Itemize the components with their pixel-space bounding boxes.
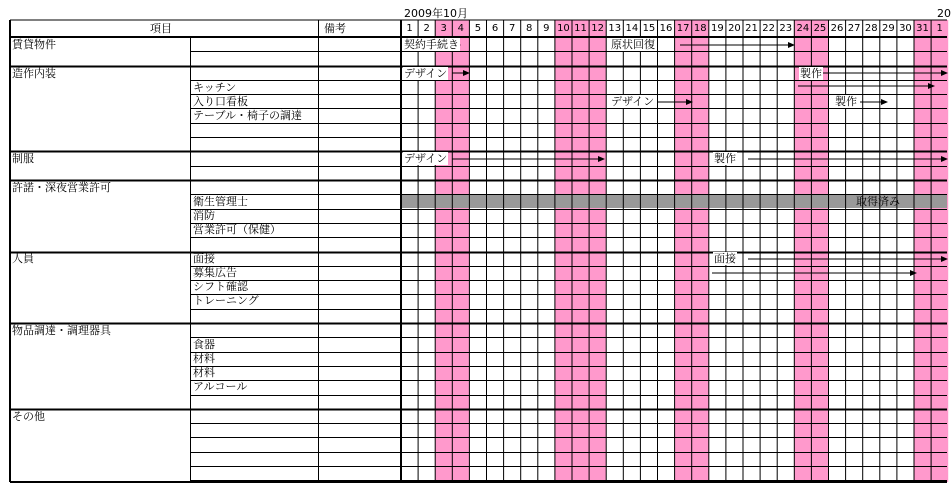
- weekend-column: [555, 20, 572, 482]
- sub-interview: 面接: [193, 252, 215, 265]
- day-number: 23: [779, 23, 793, 34]
- day-number: 9: [543, 23, 550, 34]
- day-number: 28: [864, 23, 878, 34]
- sub-alcohol: アルコール: [193, 380, 248, 393]
- day-number: 3: [440, 23, 447, 34]
- next-month-label: 20: [937, 7, 951, 20]
- weekend-column: [931, 20, 948, 482]
- task-acquired: 取得済み: [856, 195, 900, 208]
- weekend-column: [794, 20, 811, 482]
- weekend-column: [572, 20, 589, 482]
- sub-recruit-ad: 募集広告: [193, 266, 237, 279]
- day-number: 10: [557, 23, 570, 34]
- day-number: 31: [916, 23, 929, 34]
- task-design-interior: デザイン: [404, 67, 448, 80]
- day-number: 1: [936, 23, 943, 34]
- weekend-column: [811, 20, 828, 482]
- day-number: 19: [710, 23, 724, 34]
- day-number: 5: [474, 23, 482, 34]
- day-number: 16: [659, 23, 673, 34]
- month-label: 2009年10月: [404, 7, 468, 20]
- section-rental-property: 賃貸物件: [12, 38, 56, 51]
- sub-table-chairs: テーブル・椅子の調達: [193, 109, 303, 122]
- day-number: 1: [406, 23, 413, 34]
- day-number: 24: [796, 23, 810, 34]
- day-number: 7: [508, 23, 516, 34]
- weekend-column: [589, 20, 606, 482]
- day-number: 25: [813, 23, 827, 34]
- header-item: 項目: [150, 22, 172, 35]
- weekend-column: [692, 20, 709, 482]
- day-number: 6: [491, 23, 499, 34]
- section-interior-fitout: 造作内装: [12, 67, 56, 80]
- day-number: 22: [762, 23, 775, 34]
- task-restore: 原状回復: [611, 38, 655, 51]
- weekend-column: [435, 20, 452, 482]
- day-number: 2: [423, 23, 430, 34]
- sub-tableware: 食器: [193, 338, 215, 351]
- day-number: 29: [881, 23, 895, 34]
- weekend-column: [452, 20, 469, 482]
- task-produce-uniform: 製作: [714, 152, 736, 165]
- sub-shift-check: シフト確認: [193, 280, 248, 293]
- day-number: 12: [591, 23, 604, 34]
- day-number: 15: [642, 23, 656, 34]
- section-uniform: 制服: [12, 152, 34, 165]
- day-number: 14: [625, 23, 639, 34]
- task-design-sign: デザイン: [611, 95, 655, 108]
- day-number: 17: [676, 23, 690, 34]
- day-number: 27: [847, 23, 861, 34]
- sub-hygiene-manager: 衛生管理士: [193, 195, 248, 208]
- task-produce-interior: 製作: [800, 67, 822, 80]
- day-number: 13: [608, 23, 622, 34]
- day-number: 30: [899, 23, 912, 34]
- sub-ingredients-1: 材料: [193, 352, 215, 365]
- sub-business-permit: 営業許可（保健）: [193, 223, 281, 236]
- task-produce-sign: 製作: [835, 95, 857, 108]
- day-number: 26: [830, 23, 844, 34]
- task-design-uniform: デザイン: [404, 152, 448, 165]
- day-number: 20: [728, 23, 741, 34]
- section-other: その他: [12, 410, 45, 423]
- sub-entrance-sign: 入り口看板: [193, 95, 248, 108]
- day-number: 11: [574, 23, 587, 34]
- sub-ingredients-2: 材料: [193, 366, 215, 379]
- sub-training: トレーニング: [193, 294, 259, 307]
- weekend-column: [675, 20, 692, 482]
- section-procurement: 物品調達・調理器具: [12, 324, 111, 337]
- task-contract: 契約手続き: [404, 38, 459, 51]
- sub-kitchen: キッチン: [193, 81, 237, 94]
- day-number: 4: [457, 23, 465, 34]
- section-staffing: 人員: [12, 252, 34, 265]
- sub-fire-dept: 消防: [193, 209, 215, 222]
- day-number: 21: [745, 23, 758, 34]
- section-permits: 許諾・深夜営業許可: [12, 181, 111, 194]
- header-remarks: 備考: [324, 22, 346, 35]
- day-number: 8: [526, 23, 533, 34]
- task-interview: 面接: [714, 252, 736, 265]
- day-number: 18: [693, 23, 707, 34]
- weekend-column: [914, 20, 931, 482]
